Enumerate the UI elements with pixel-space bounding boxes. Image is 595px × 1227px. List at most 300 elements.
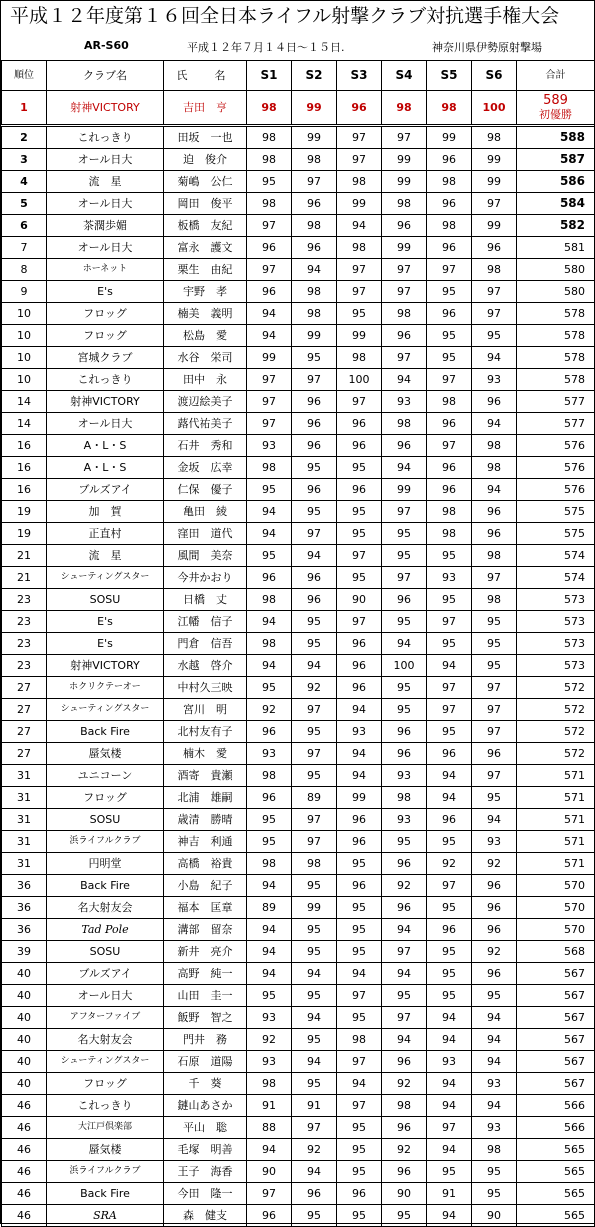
score-cell: 99	[337, 787, 382, 809]
score-cell: 95	[292, 347, 337, 369]
score-cell: 97	[247, 259, 292, 281]
score-cell: 97	[427, 677, 472, 699]
name-cell: 鏈山あさか	[164, 1095, 247, 1117]
score-cell: 96	[382, 435, 427, 457]
rank-cell: 10	[2, 347, 47, 369]
score-cell: 97	[292, 369, 337, 391]
score-cell: 98	[472, 1139, 517, 1161]
score-cell: 97	[337, 611, 382, 633]
rank-cell: 46	[2, 1161, 47, 1183]
score-cell: 94	[247, 325, 292, 347]
name-cell: 北村友有子	[164, 721, 247, 743]
total-cell: 566	[517, 1117, 595, 1139]
club-cell: E's	[47, 633, 164, 655]
score-cell: 97	[247, 369, 292, 391]
score-cell: 94	[292, 1051, 337, 1073]
score-cell: 92	[472, 941, 517, 963]
table-row	[2, 171, 595, 193]
score-cell: 97	[337, 259, 382, 281]
score-cell: 91	[427, 1183, 472, 1205]
score-cell: 92	[292, 677, 337, 699]
club-cell: E's	[47, 611, 164, 633]
rank-cell: 40	[2, 1051, 47, 1073]
table-row	[2, 941, 595, 963]
rank-cell: 5	[2, 193, 47, 215]
table-row	[2, 875, 595, 897]
club-cell: 流 星	[47, 545, 164, 567]
total-cell: 571	[517, 765, 595, 787]
score-cell: 96	[427, 809, 472, 831]
score-cell: 94	[427, 1095, 472, 1117]
rank-cell: 40	[2, 1007, 47, 1029]
table-row	[2, 479, 595, 501]
score-cell: 95	[247, 545, 292, 567]
score-cell: 96	[427, 303, 472, 325]
score-cell: 96	[292, 413, 337, 435]
score-cell: 95	[427, 897, 472, 919]
score-cell: 97	[427, 611, 472, 633]
score-cell: 95	[337, 567, 382, 589]
name-cell: 森 健支	[164, 1205, 247, 1227]
total-cell: 565	[517, 1139, 595, 1161]
score-cell: 98	[472, 259, 517, 281]
rank-cell: 46	[2, 1139, 47, 1161]
score-cell: 96	[292, 237, 337, 259]
name-cell: 石原 道陽	[164, 1051, 247, 1073]
col-rank: 順位	[2, 61, 47, 91]
table-row	[2, 963, 595, 985]
score-cell: 96	[382, 743, 427, 765]
rank-cell: 46	[2, 1095, 47, 1117]
score-cell: 94	[247, 655, 292, 677]
score-cell: 97	[472, 765, 517, 787]
score-cell: 98	[427, 171, 472, 193]
table-row	[2, 1051, 595, 1073]
name-cell: 石井 秀和	[164, 435, 247, 457]
table-row	[2, 743, 595, 765]
score-cell: 98	[292, 149, 337, 171]
score-cell: 95	[382, 677, 427, 699]
total-cell: 570	[517, 919, 595, 941]
total-cell: 571	[517, 831, 595, 853]
score-cell: 89	[292, 787, 337, 809]
score-cell: 96	[292, 479, 337, 501]
name-cell: 千 葵	[164, 1073, 247, 1095]
total-cell: 586	[517, 171, 595, 193]
club-cell: Back Fire	[47, 1183, 164, 1205]
score-cell: 94	[337, 699, 382, 721]
score-cell: 98	[247, 126, 292, 149]
score-cell: 97	[472, 677, 517, 699]
score-cell: 95	[292, 941, 337, 963]
score-cell: 97	[337, 985, 382, 1007]
name-cell: 今井かおり	[164, 567, 247, 589]
rank-cell: 14	[2, 413, 47, 435]
score-cell: 96	[472, 919, 517, 941]
club-cell: フロッグ	[47, 1073, 164, 1095]
score-cell: 95	[382, 985, 427, 1007]
total-cell	[517, 91, 595, 126]
score-cell: 95	[292, 765, 337, 787]
table-row	[2, 369, 595, 391]
score-cell: 94	[292, 259, 337, 281]
rank-cell: 46	[2, 1183, 47, 1205]
score-cell: 94	[427, 765, 472, 787]
score-cell: 93	[247, 743, 292, 765]
score-cell: 96	[472, 875, 517, 897]
col-s6: S6	[472, 61, 517, 91]
score-cell: 93	[337, 721, 382, 743]
score-cell: 96	[382, 1117, 427, 1139]
score-cell: 99	[382, 237, 427, 259]
score-cell: 98	[292, 303, 337, 325]
score-cell: 96	[247, 1205, 292, 1227]
name-cell: 江幡 信子	[164, 611, 247, 633]
name-cell: 迫 俊介	[164, 149, 247, 171]
score-cell: 98	[427, 391, 472, 413]
score-cell: 93	[247, 1051, 292, 1073]
score-cell: 97	[472, 567, 517, 589]
score-cell: 96	[247, 237, 292, 259]
score-cell: 95	[337, 919, 382, 941]
score-cell: 94	[247, 919, 292, 941]
rank-cell: 6	[2, 215, 47, 237]
club-cell: オール日大	[47, 237, 164, 259]
score-cell: 98	[382, 91, 427, 126]
score-cell: 94	[472, 809, 517, 831]
score-cell: 96	[472, 897, 517, 919]
total-cell: 578	[517, 347, 595, 369]
score-cell: 94	[247, 501, 292, 523]
score-cell: 96	[472, 391, 517, 413]
score-cell: 98	[247, 1073, 292, 1095]
score-cell: 99	[382, 149, 427, 171]
score-cell: 94	[292, 1007, 337, 1029]
score-cell: 95	[337, 303, 382, 325]
name-cell: 門井 務	[164, 1029, 247, 1051]
score-cell: 95	[337, 1117, 382, 1139]
rank-cell: 36	[2, 875, 47, 897]
table-row	[2, 237, 595, 259]
score-cell: 96	[337, 655, 382, 677]
score-cell: 96	[247, 787, 292, 809]
score-cell: 98	[382, 787, 427, 809]
score-cell: 95	[472, 787, 517, 809]
score-cell: 97	[337, 126, 382, 149]
score-cell: 97	[472, 281, 517, 303]
table-row	[2, 347, 595, 369]
club-cell: これっきり	[47, 1095, 164, 1117]
club-cell: シューティングスター	[47, 1051, 164, 1073]
table-row	[2, 809, 595, 831]
header-row	[2, 61, 595, 91]
total-cell: 571	[517, 787, 595, 809]
score-cell: 96	[472, 743, 517, 765]
score-cell: 96	[427, 457, 472, 479]
rank-cell: 40	[2, 1073, 47, 1095]
name-cell: 飯野 智之	[164, 1007, 247, 1029]
score-cell: 95	[292, 1029, 337, 1051]
total-cell: 580	[517, 281, 595, 303]
rank-cell: 23	[2, 611, 47, 633]
score-cell: 96	[427, 413, 472, 435]
score-cell: 94	[427, 1073, 472, 1095]
total-cell: 565	[517, 1183, 595, 1205]
score-cell: 95	[337, 457, 382, 479]
score-cell: 93	[247, 1007, 292, 1029]
club-cell: 円明堂	[47, 853, 164, 875]
score-cell: 98	[382, 1095, 427, 1117]
score-cell: 95	[427, 545, 472, 567]
rank-cell: 10	[2, 303, 47, 325]
name-cell: 酒寄 貴瀬	[164, 765, 247, 787]
rank-cell: 40	[2, 985, 47, 1007]
score-cell: 98	[427, 91, 472, 126]
score-cell: 94	[247, 523, 292, 545]
score-cell: 95	[427, 831, 472, 853]
club-cell: 名大射友会	[47, 1029, 164, 1051]
name-cell: 水谷 栄司	[164, 347, 247, 369]
rank-cell: 39	[2, 941, 47, 963]
club-cell: 流 星	[47, 171, 164, 193]
score-cell: 96	[292, 1183, 337, 1205]
table-row	[2, 545, 595, 567]
score-cell: 94	[292, 1161, 337, 1183]
score-cell: 95	[472, 1183, 517, 1205]
table-row	[2, 1205, 595, 1227]
total-cell: 581	[517, 237, 595, 259]
table-row	[2, 919, 595, 941]
name-cell: 吉田 亨	[164, 91, 247, 126]
rank-cell: 27	[2, 743, 47, 765]
score-cell: 95	[337, 1205, 382, 1227]
score-cell: 95	[382, 831, 427, 853]
score-cell: 95	[472, 633, 517, 655]
name-cell: 栗生 由紀	[164, 259, 247, 281]
score-cell: 88	[247, 1117, 292, 1139]
col-total: 合計	[517, 61, 595, 91]
rank-cell: 31	[2, 831, 47, 853]
score-cell: 95	[472, 655, 517, 677]
table-row	[2, 126, 595, 149]
score-cell: 98	[247, 853, 292, 875]
score-cell: 94	[427, 787, 472, 809]
club-cell: ブルズアイ	[47, 479, 164, 501]
score-cell: 95	[382, 523, 427, 545]
rank-cell: 19	[2, 523, 47, 545]
score-cell: 94	[472, 1029, 517, 1051]
rank-cell: 16	[2, 457, 47, 479]
table-row	[2, 523, 595, 545]
score-cell: 95	[292, 457, 337, 479]
winner-row	[2, 91, 595, 126]
table-row	[2, 303, 595, 325]
score-cell: 92	[382, 1139, 427, 1161]
score-cell: 94	[427, 1205, 472, 1227]
rank-cell: 3	[2, 149, 47, 171]
score-cell: 98	[247, 457, 292, 479]
club-cell: ホクリクテーオー	[47, 677, 164, 699]
score-cell: 98	[292, 853, 337, 875]
score-cell: 95	[427, 347, 472, 369]
total-cell: 584	[517, 193, 595, 215]
table-row	[2, 1139, 595, 1161]
table-row	[2, 1117, 595, 1139]
score-cell: 96	[292, 435, 337, 457]
score-cell: 95	[472, 325, 517, 347]
name-cell: 窪田 道代	[164, 523, 247, 545]
name-cell: 風間 美奈	[164, 545, 247, 567]
score-cell: 98	[247, 589, 292, 611]
total-cell: 571	[517, 853, 595, 875]
total-cell: 582	[517, 215, 595, 237]
score-cell: 98	[337, 1029, 382, 1051]
table-row	[2, 897, 595, 919]
score-cell: 99	[472, 215, 517, 237]
club-cell: 加 賀	[47, 501, 164, 523]
rank-cell: 7	[2, 237, 47, 259]
score-cell: 92	[247, 1029, 292, 1051]
score-cell: 98	[472, 457, 517, 479]
score-cell: 94	[427, 1007, 472, 1029]
score-cell: 96	[337, 809, 382, 831]
score-cell: 96	[337, 91, 382, 126]
total-cell: 575	[517, 523, 595, 545]
club-cell: シューティングスター	[47, 567, 164, 589]
score-cell: 94	[472, 1007, 517, 1029]
table-row	[2, 567, 595, 589]
score-cell: 94	[247, 303, 292, 325]
club-cell: SRA	[47, 1205, 164, 1227]
score-cell: 97	[247, 413, 292, 435]
club-cell: 射神VICTORY	[47, 91, 164, 126]
score-cell: 98	[337, 347, 382, 369]
total-cell: 565	[517, 1205, 595, 1227]
club-cell: 射神VICTORY	[47, 655, 164, 677]
score-cell: 97	[382, 1007, 427, 1029]
score-cell: 96	[247, 721, 292, 743]
score-cell: 96	[382, 897, 427, 919]
score-cell: 94	[247, 1139, 292, 1161]
score-cell: 97	[247, 215, 292, 237]
score-cell: 95	[292, 875, 337, 897]
rank-cell: 10	[2, 369, 47, 391]
name-cell: 金坂 広幸	[164, 457, 247, 479]
score-cell: 94	[337, 1073, 382, 1095]
score-cell: 95	[247, 171, 292, 193]
club-cell: フロッグ	[47, 325, 164, 347]
total-cell: 571	[517, 809, 595, 831]
score-cell: 98	[427, 501, 472, 523]
score-cell: 98	[382, 303, 427, 325]
score-cell: 93	[247, 435, 292, 457]
score-cell: 95	[292, 1205, 337, 1227]
score-cell: 97	[292, 1117, 337, 1139]
score-cell: 97	[337, 281, 382, 303]
score-cell: 94	[292, 545, 337, 567]
rank-cell: 2	[2, 126, 47, 149]
score-cell: 94	[337, 215, 382, 237]
table-row	[2, 259, 595, 281]
total-cell: 567	[517, 963, 595, 985]
score-cell: 95	[472, 611, 517, 633]
score-cell: 94	[382, 919, 427, 941]
score-cell: 97	[337, 1051, 382, 1073]
score-cell: 93	[427, 567, 472, 589]
score-cell: 99	[292, 91, 337, 126]
col-s3: S3	[337, 61, 382, 91]
score-cell: 96	[472, 501, 517, 523]
score-cell: 94	[472, 479, 517, 501]
table-row	[2, 1073, 595, 1095]
score-cell: 96	[382, 325, 427, 347]
score-cell: 95	[292, 1073, 337, 1095]
club-cell: シューティングスター	[47, 699, 164, 721]
score-cell: 95	[292, 721, 337, 743]
rank-cell: 4	[2, 171, 47, 193]
table-row	[2, 1007, 595, 1029]
club-cell: E's	[47, 281, 164, 303]
score-cell: 89	[247, 897, 292, 919]
rank-cell: 21	[2, 545, 47, 567]
club-cell: ホーネット	[47, 259, 164, 281]
score-cell: 100	[337, 369, 382, 391]
club-cell: A・L・S	[47, 457, 164, 479]
score-cell: 96	[427, 743, 472, 765]
club-cell: オール日大	[47, 985, 164, 1007]
rank-cell: 23	[2, 633, 47, 655]
name-cell: 北浦 雄嗣	[164, 787, 247, 809]
table-row	[2, 281, 595, 303]
score-cell: 95	[337, 897, 382, 919]
score-cell: 99	[292, 126, 337, 149]
score-cell: 90	[472, 1205, 517, 1227]
score-cell: 92	[427, 853, 472, 875]
club-cell: これっきり	[47, 126, 164, 149]
score-cell: 94	[427, 1139, 472, 1161]
club-cell: 茶濶歩媚	[47, 215, 164, 237]
score-cell: 95	[337, 501, 382, 523]
score-cell: 95	[427, 941, 472, 963]
club-cell: ブルズアイ	[47, 963, 164, 985]
score-cell: 95	[427, 633, 472, 655]
total-cell: 575	[517, 501, 595, 523]
name-cell: 福本 匡章	[164, 897, 247, 919]
score-cell: 94	[427, 1029, 472, 1051]
total-cell: 572	[517, 699, 595, 721]
score-cell: 97	[382, 126, 427, 149]
name-cell: 高橋 裕貴	[164, 853, 247, 875]
table-row	[2, 435, 595, 457]
score-cell: 97	[427, 875, 472, 897]
total-cell: 587	[517, 149, 595, 171]
col-s1: S1	[247, 61, 292, 91]
score-cell: 95	[427, 721, 472, 743]
total-cell: 573	[517, 611, 595, 633]
name-cell: 宮川 明	[164, 699, 247, 721]
score-cell: 95	[247, 479, 292, 501]
rank-cell: 10	[2, 325, 47, 347]
table-row	[2, 1029, 595, 1051]
total-cell: 574	[517, 545, 595, 567]
name-cell: 菊嶋 公仁	[164, 171, 247, 193]
rank-cell: 19	[2, 501, 47, 523]
results-body	[2, 91, 595, 1227]
score-cell: 97	[292, 831, 337, 853]
score-cell: 90	[382, 1183, 427, 1205]
score-cell: 95	[427, 963, 472, 985]
score-cell: 98	[472, 435, 517, 457]
